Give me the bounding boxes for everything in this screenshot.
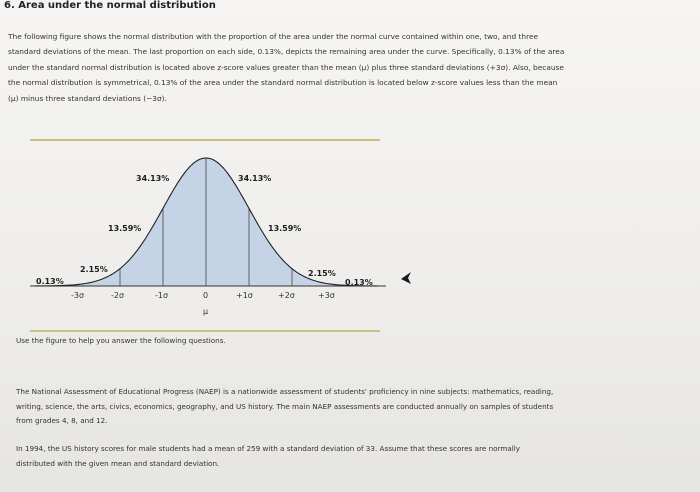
naep-paragraph <box>16 385 676 429</box>
region-label-above-plus3: 0.13% <box>345 278 373 287</box>
intro-line: under the standard normal distribution is located above z-score values greater than the mean (μ) plus three standard deviations (+3σ). Also, because <box>8 62 564 72</box>
scores-paragraph <box>16 442 676 471</box>
tick-label-plus1: +1σ <box>236 291 253 300</box>
question-title: 6. Area under the normal distribution <box>4 0 216 11</box>
scores-line: distributed with the given mean and standard deviation. <box>16 458 220 468</box>
intro-line: (μ) minus three standard deviations (−3σ). <box>8 93 167 103</box>
region-label-below-minus3: 0.13% <box>36 277 64 286</box>
region-label-plus2-plus3: 2.15% <box>308 269 336 278</box>
mean-symbol-label: μ <box>203 307 209 316</box>
intro-line: standard deviations of the mean. The last proportion on each side, 0.13%, depicts the remaining area under the curve. Specifically, 0.13% of the area <box>8 47 565 57</box>
tick-label-minus1: -1σ <box>155 291 169 300</box>
mouse-pointer-icon <box>399 270 415 288</box>
naep-line: writing, science, the arts, civics, economics, geography, and US history. The main NAEP assessments are conducted annually on samples of students <box>16 401 554 411</box>
region-label-minus1-mean: 34.13% <box>136 174 170 183</box>
tick-label-minus2: -2σ <box>111 291 125 300</box>
region-label-plus1-plus2: 13.59% <box>268 224 302 233</box>
figure-bottom-rule <box>30 330 380 332</box>
intro-line: the normal distribution is symmetrical, 0.13% of the area under the standard normal distribution is located below z-score values less than the mean <box>8 78 558 88</box>
region-label-minus2-minus1: 13.59% <box>108 224 142 233</box>
scores-line: In 1994, the US history scores for male students had a mean of 259 with a standard deviation of 33. Assume that these scores are normally <box>16 444 521 453</box>
intro-line: The following figure shows the normal distribution with the proportion of the area under the normal curve contained within one, two, and three <box>8 32 539 41</box>
tick-label-plus3: +3σ <box>318 291 335 300</box>
tick-label-plus2: +2σ <box>278 291 295 300</box>
use-figure-instruction: Use the figure to help you answer the following questions. <box>16 336 226 345</box>
region-label-minus3-minus2: 2.15% <box>80 265 108 274</box>
tick-label-mean: 0 <box>203 291 209 300</box>
tick-label-minus3: -3σ <box>71 291 85 300</box>
naep-line: from grades 4, 8, and 12. <box>16 416 108 425</box>
region-label-mean-plus1: 34.13% <box>238 174 272 183</box>
naep-line: The National Assessment of Educational Progress (NAEP) is a nationwide assessment of students' proficiency in nine subjects: mathematics, reading, <box>16 387 554 396</box>
